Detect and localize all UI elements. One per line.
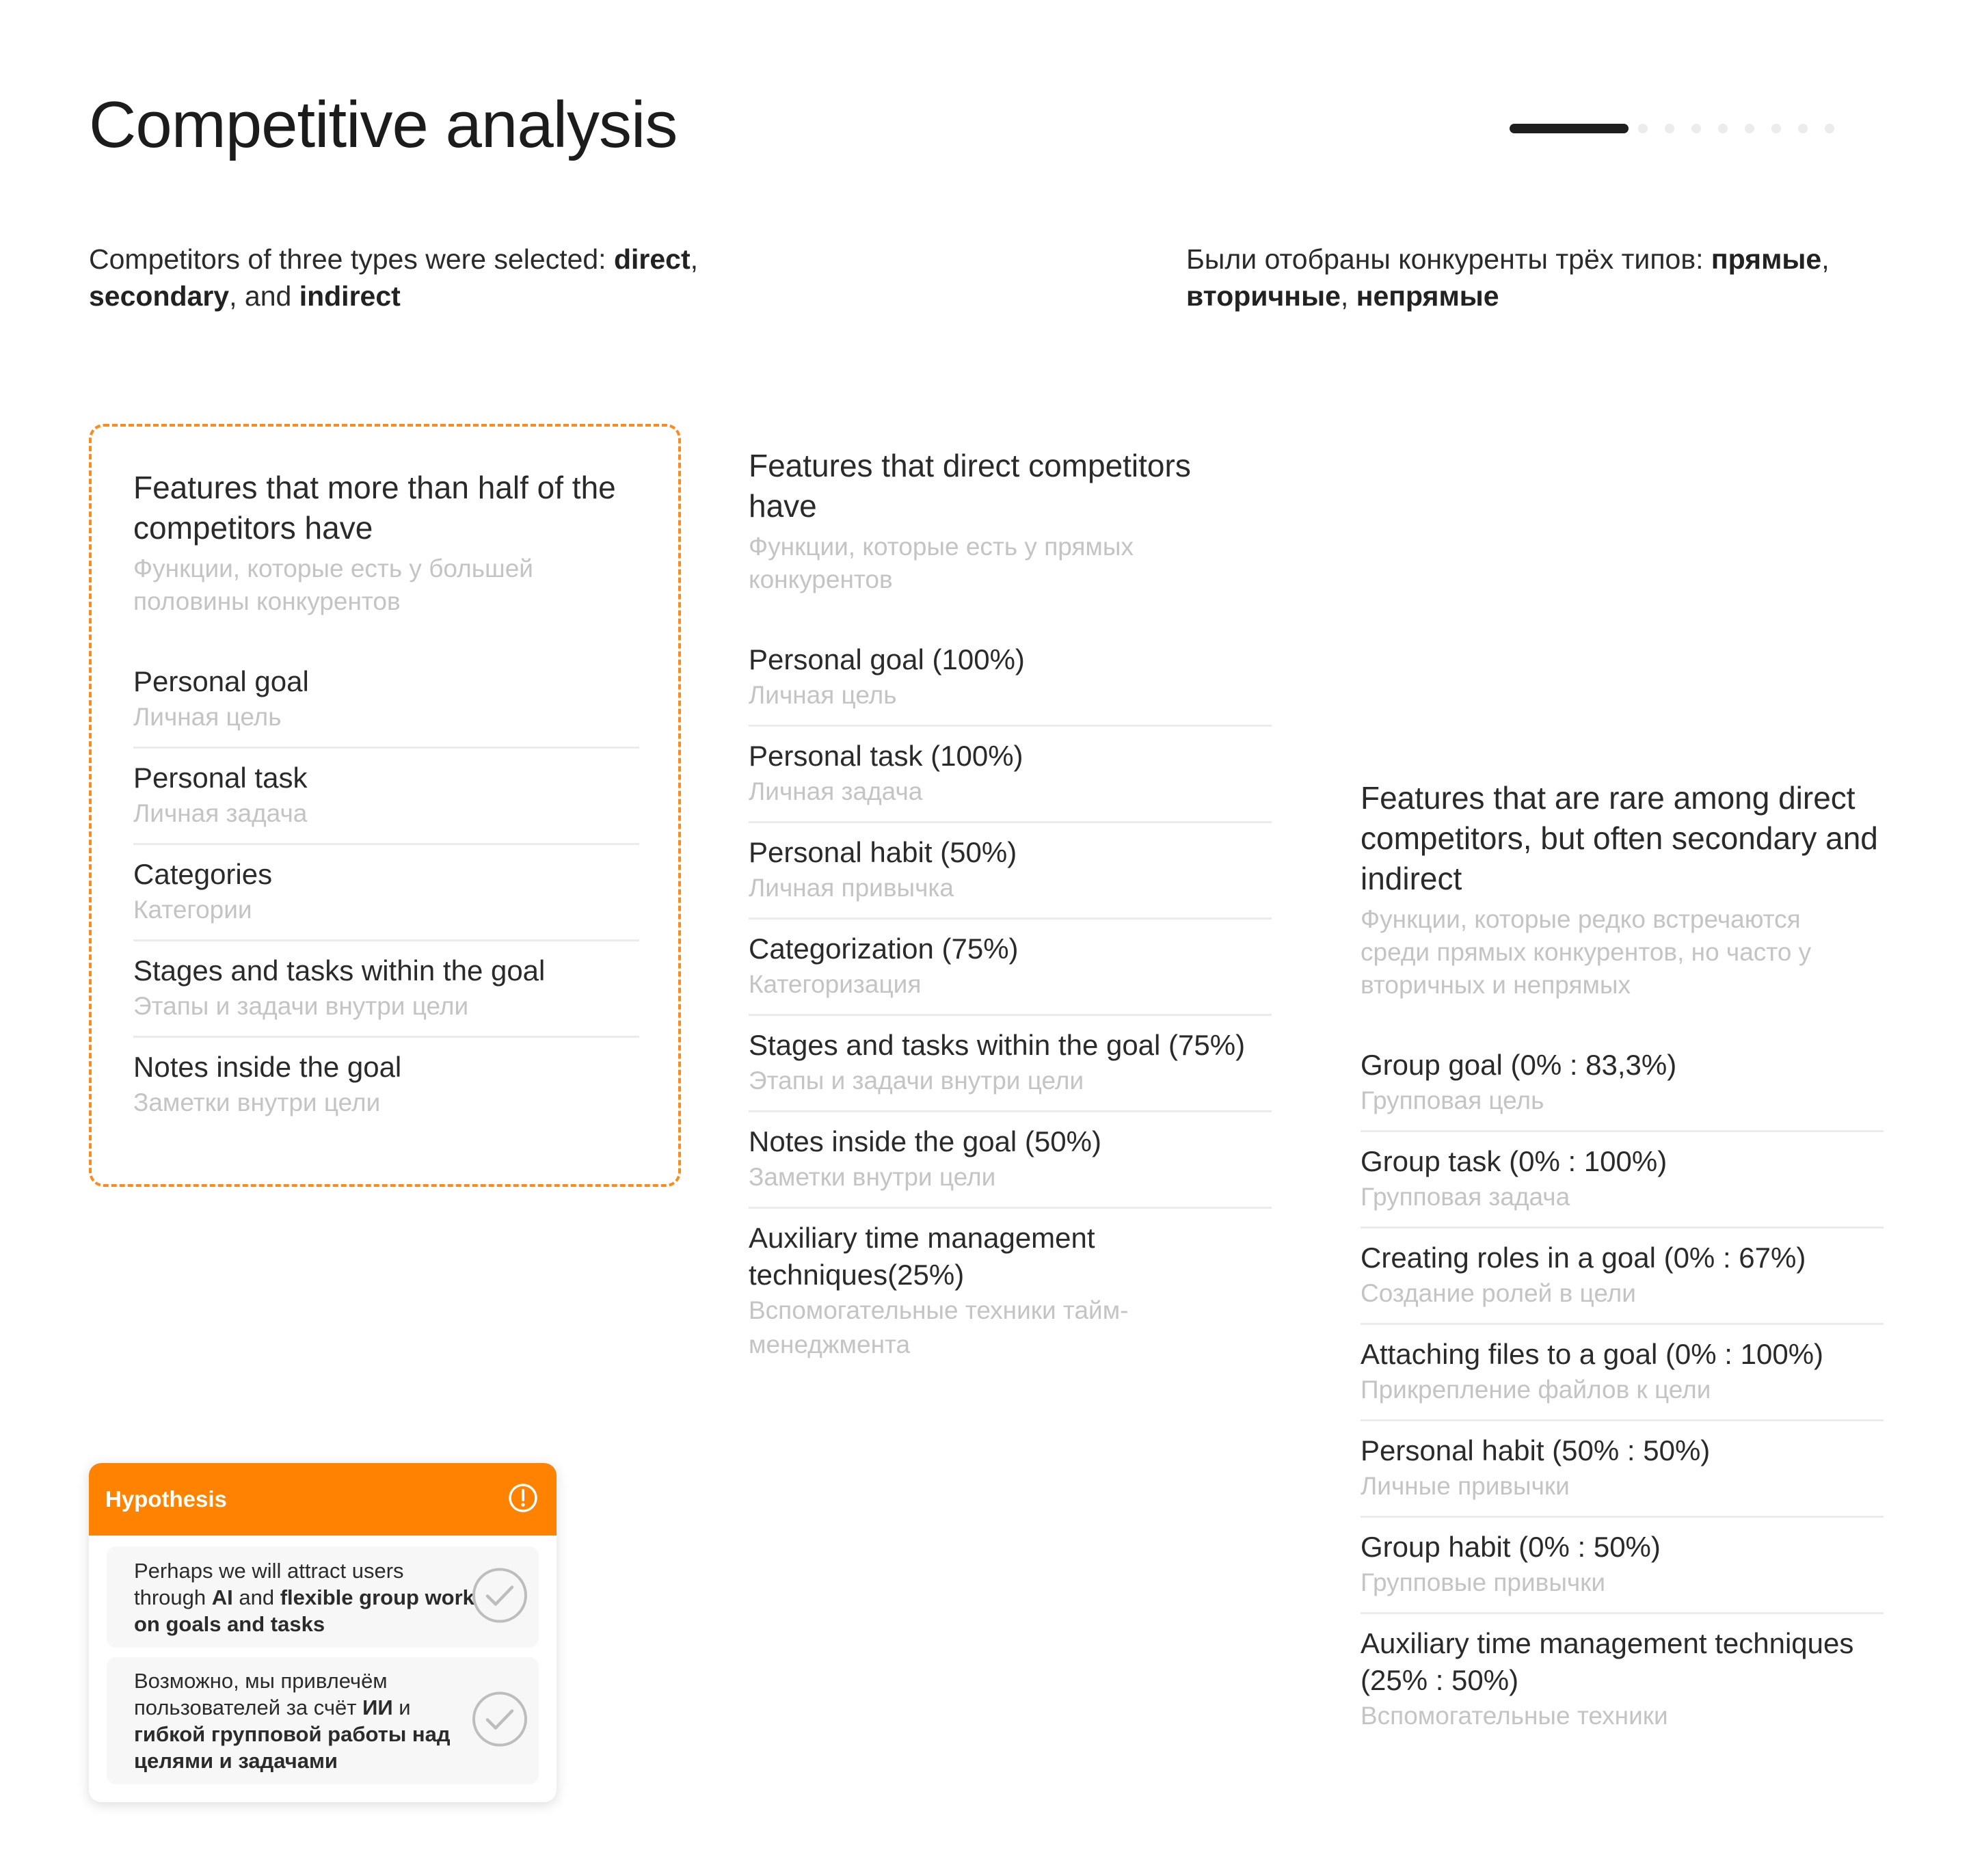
hypothesis-text-russian: Возможно, мы привлечём пользователей за счёт ИИ и гибкой групповой работы над целями и задачами <box>134 1669 451 1773</box>
feature-item: Group task (0% : 100%) Групповая задача <box>1361 1132 1884 1229</box>
hypothesis-item-russian <box>107 1657 539 1784</box>
pager-dot[interactable] <box>1771 124 1781 133</box>
majority-subtitle: Функции, которые есть у большей половины конкурентов <box>133 554 533 615</box>
intro-english: Competitors of three types were selected: direct, secondary, and indirect <box>89 243 699 312</box>
direct-feature-list <box>749 630 1272 1374</box>
feature-item: Auxiliary time management techniques(25%) Вспомогательные техники тайм-менеджмента <box>749 1222 1129 1358</box>
feature-item: Attaching files to a goal (0% : 100%) Прикрепление файлов к цели <box>1361 1325 1884 1421</box>
feature-item: Personal goal (100%) Личная цель <box>749 630 1272 727</box>
direct-subtitle: Функции, которые есть у прямых конкурентов <box>749 533 1134 593</box>
majority-title: Features that more than half of the competitors have <box>133 470 616 546</box>
pager-dot[interactable] <box>1691 124 1701 133</box>
feature-item: Categorization (75%) Категоризация <box>749 920 1272 1016</box>
intro-russian: Были отобраны конкуренты трёх типов: прямые, вторичные, непрямые <box>1186 243 1830 312</box>
majority-features-column <box>133 468 639 1132</box>
pager-dot[interactable] <box>1825 124 1834 133</box>
feature-item: Notes inside the goal (50%) Заметки внутри цели <box>749 1112 1272 1209</box>
feature-item: Personal goal Личная цель <box>133 652 639 749</box>
slide-pager[interactable] <box>1510 122 1834 135</box>
feature-item: Personal habit (50%) Личная привычка <box>749 823 1272 920</box>
hypothesis-text-english: Perhaps we will attract users through AI and flexible group work on goals and tasks <box>134 1558 474 1636</box>
feature-item: Notes inside the goal Заметки внутри цели <box>133 1051 402 1116</box>
feature-item: Stages and tasks within the goal Этапы и задачи внутри цели <box>133 941 639 1038</box>
rare-feature-list <box>1361 1036 1884 1745</box>
rare-subtitle: Функции, которые редко встречаются среди прямых конкурентов, но часто у вторичных и непрямых <box>1361 905 1812 999</box>
pager-dot[interactable] <box>1718 124 1728 133</box>
pager-active-indicator[interactable] <box>1510 124 1629 133</box>
pager-dot[interactable] <box>1745 124 1754 133</box>
direct-title: Features that direct competitors have <box>749 448 1191 524</box>
page-title: Competitive analysis <box>89 88 678 161</box>
feature-item: Group goal (0% : 83,3%) Групповая цель <box>1361 1036 1884 1132</box>
feature-item: Personal task Личная задача <box>133 749 639 845</box>
direct-features-column <box>749 446 1272 1374</box>
majority-feature-list <box>133 652 639 1132</box>
pager-dot[interactable] <box>1638 124 1648 133</box>
rare-features-column <box>1361 778 1884 1745</box>
feature-item: Personal habit (50% : 50%) Личные привычки <box>1361 1421 1884 1518</box>
feature-item: Auxiliary time management techniques (25% : 50%) Вспомогательные техники <box>1361 1627 1854 1730</box>
check-circle-icon[interactable] <box>470 1690 529 1752</box>
feature-item: Stages and tasks within the goal (75%) Этапы и задачи внутри цели <box>749 1016 1272 1112</box>
pager-dot[interactable] <box>1665 124 1674 133</box>
rare-title: Features that are rare among direct competitors, but often secondary and indirect <box>1361 780 1878 896</box>
feature-item: Group habit (0% : 50%) Групповые привычки <box>1361 1518 1884 1614</box>
feature-item: Creating roles in a goal (0% : 67%) Создание ролей в цели <box>1361 1229 1884 1325</box>
hypothesis-card <box>89 1463 557 1802</box>
alert-circle-icon[interactable] <box>507 1482 539 1517</box>
feature-item: Personal task (100%) Личная задача <box>749 727 1272 823</box>
hypothesis-item-english <box>107 1546 539 1648</box>
hypothesis-title: Hypothesis <box>105 1486 227 1512</box>
hypothesis-header <box>89 1463 557 1536</box>
check-circle-icon[interactable] <box>470 1566 529 1629</box>
pager-dot[interactable] <box>1798 124 1808 133</box>
feature-item: Categories Категории <box>133 845 639 941</box>
